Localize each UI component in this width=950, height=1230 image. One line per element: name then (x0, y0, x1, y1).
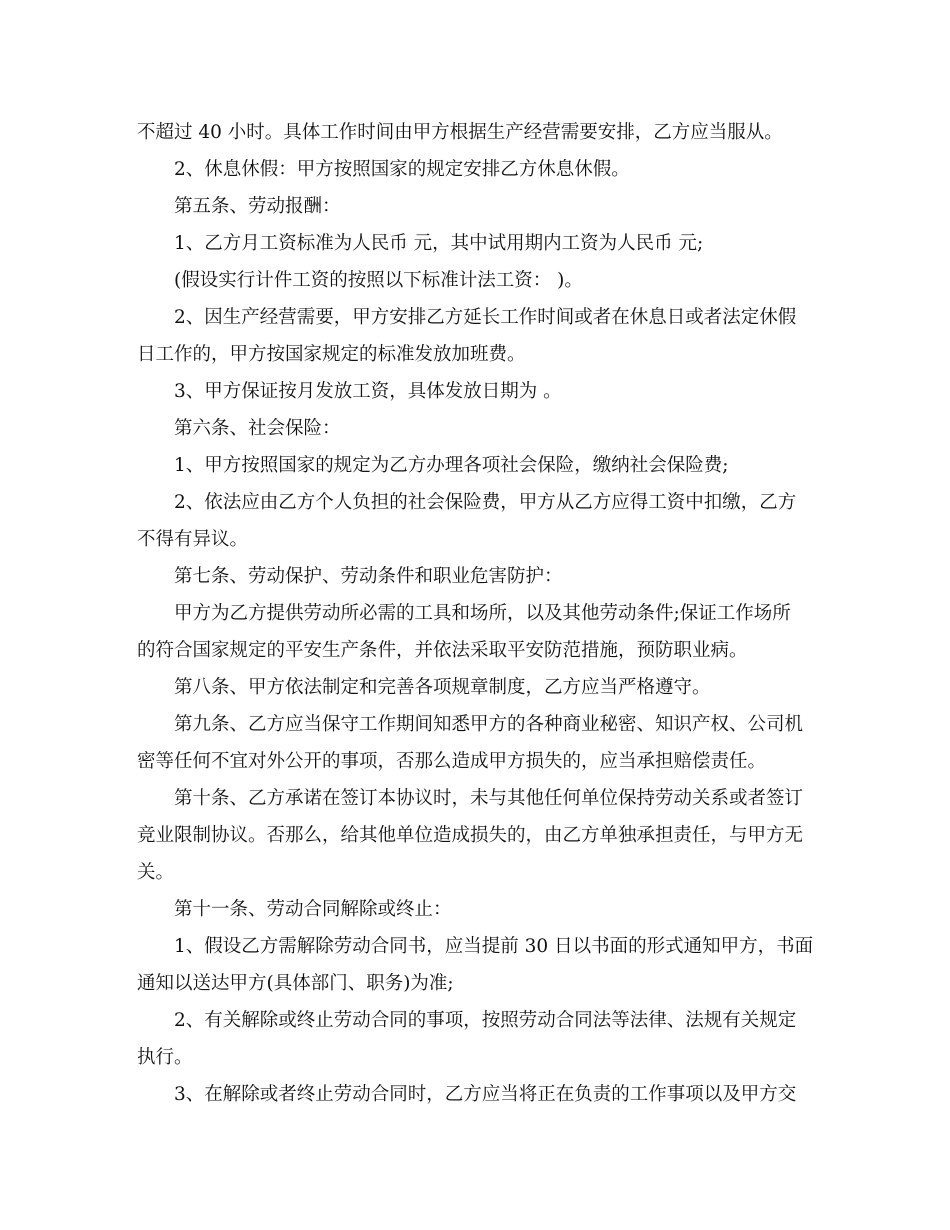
paragraph-line: 1、甲方按照国家的规定为乙方办理各项社会保险，缴纳社会保险费; (174, 455, 729, 476)
paragraph-line: 2、依法应由乙方个人负担的社会保险费，甲方从乙方应得工资中扣缴，乙方 (174, 492, 797, 513)
paragraph-line: 不超过 40 小时。具体工作时间由甲方根据生产经营需要安排，乙方应当服从。 (137, 122, 783, 143)
paragraph-line: 第九条、乙方应当保守工作期间知悉甲方的各种商业秘密、知识产权、公司机 (174, 714, 804, 735)
paragraph-line: 竞业限制协议。否那么，给其他单位造成损失的，由乙方单独承担责任，与甲方无 (137, 825, 804, 846)
paragraph-line: 第七条、劳动保护、劳动条件和职业危害防护： (174, 566, 563, 587)
document-paragraph (137, 891, 811, 928)
document-paragraph (137, 151, 811, 188)
paragraph-line: 通知以送达甲方(具体部门、职务)为准; (137, 973, 454, 994)
paragraph-line: 3、在解除或者终止劳动合同时，乙方应当将正在负责的工作事项以及甲方交 (174, 1084, 797, 1105)
document-paragraph (137, 188, 811, 225)
document-paragraph (137, 299, 811, 373)
paragraph-line: 1、乙方月工资标准为人民币 元，其中试用期内工资为人民币 元; (174, 233, 704, 254)
paragraph-line: 2、休息休假：甲方按照国家的规定安排乙方休息休假。 (174, 159, 630, 180)
document-paragraph (137, 225, 811, 262)
paragraph-line: 关。 (137, 862, 175, 883)
paragraph-line: 的符合国家规定的平安生产条件，并依法采取平安防范措施，预防职业病。 (137, 640, 748, 661)
document-paragraph (137, 928, 814, 1002)
paragraph-line: (假设实行计件工资的按照以下标准计法工资： )。 (174, 270, 583, 291)
paragraph-line: 第五条、劳动报酬： (174, 196, 341, 217)
paragraph-line: 2、有关解除或终止劳动合同的事项，按照劳动合同法等法律、法规有关规定 (174, 1010, 797, 1031)
paragraph-line: 密等任何不宜对外公开的事项，否那么造成甲方损失的，应当承担赔偿责任。 (137, 751, 767, 772)
document-paragraph (137, 410, 811, 447)
document-paragraph (137, 669, 811, 706)
paragraph-line: 2、因生产经营需要，甲方安排乙方延长工作时间或者在休息日或者法定休假 (174, 307, 797, 328)
paragraph-line: 甲方为乙方提供劳动所必需的工具和场所，以及其他劳动条件;保证工作场所 (174, 603, 791, 624)
paragraph-line: 第十条、乙方承诺在签订本协议时，未与其他任何单位保持劳动关系或者签订 (174, 788, 804, 809)
paragraph-line: 不得有异议。 (137, 529, 249, 550)
document-paragraph (137, 1076, 811, 1113)
paragraph-line: 1、假设乙方需解除劳动合同书，应当提前 30 日以书面的形式通知甲方，书面 (174, 936, 814, 957)
paragraph-line: 第八条、甲方依法制定和完善各项规章制度，乙方应当严格遵守。 (174, 677, 711, 698)
document-paragraph (137, 558, 811, 595)
document-paragraph (137, 484, 811, 558)
document-paragraph (137, 595, 811, 669)
document-paragraph (137, 780, 811, 891)
document-paragraph (137, 706, 811, 780)
paragraph-line: 日工作的，甲方按国家规定的标准发放加班费。 (137, 344, 526, 365)
paragraph-line: 3、甲方保证按月发放工资，具体发放日期为 。 (174, 381, 562, 402)
document-body (137, 114, 814, 1113)
paragraph-line: 执行。 (137, 1047, 193, 1068)
document-paragraph (137, 114, 811, 151)
paragraph-line: 第六条、社会保险： (174, 418, 341, 439)
document-paragraph (137, 373, 811, 410)
document-paragraph (137, 447, 811, 484)
document-paragraph (137, 1002, 811, 1076)
document-paragraph (137, 262, 811, 299)
paragraph-line: 第十一条、劳动合同解除或终止： (174, 899, 452, 920)
